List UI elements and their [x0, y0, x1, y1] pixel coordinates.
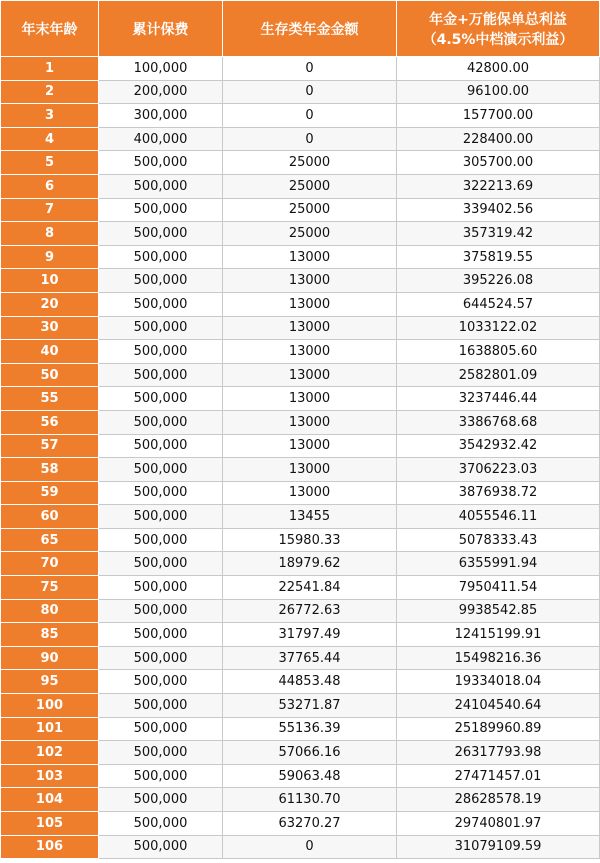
cell-premium: 500,000 — [99, 717, 223, 741]
cell-total: 644524.57 — [397, 292, 600, 316]
table-row — [1, 646, 600, 670]
table-row — [1, 694, 600, 718]
cell-total: 228400.00 — [397, 127, 600, 151]
cell-premium: 500,000 — [99, 741, 223, 765]
cell-premium: 500,000 — [99, 835, 223, 859]
cell-total: 1638805.60 — [397, 340, 600, 364]
table-row — [1, 812, 600, 836]
cell-total: 42800.00 — [397, 57, 600, 81]
cell-age: 40 — [1, 340, 99, 364]
cell-total: 1033122.02 — [397, 316, 600, 340]
cell-premium: 500,000 — [99, 245, 223, 269]
cell-age: 55 — [1, 387, 99, 411]
cell-total: 357319.42 — [397, 222, 600, 246]
cell-total: 322213.69 — [397, 174, 600, 198]
table-row — [1, 151, 600, 175]
cell-total: 24104540.64 — [397, 694, 600, 718]
cell-annuity: 13000 — [223, 245, 397, 269]
table-row — [1, 80, 600, 104]
cell-premium: 500,000 — [99, 198, 223, 222]
cell-age: 105 — [1, 812, 99, 836]
cell-annuity: 25000 — [223, 198, 397, 222]
cell-age: 100 — [1, 694, 99, 718]
cell-annuity: 13000 — [223, 292, 397, 316]
cell-total: 7950411.54 — [397, 576, 600, 600]
cell-total: 26317793.98 — [397, 741, 600, 765]
cell-age: 6 — [1, 174, 99, 198]
table-row — [1, 741, 600, 765]
cell-annuity: 25000 — [223, 222, 397, 246]
cell-annuity: 53271.87 — [223, 694, 397, 718]
table-header — [1, 1, 600, 57]
cell-total: 96100.00 — [397, 80, 600, 104]
table-row — [1, 387, 600, 411]
cell-premium: 500,000 — [99, 812, 223, 836]
cell-age: 10 — [1, 269, 99, 293]
table-row — [1, 363, 600, 387]
cell-total: 9938542.85 — [397, 599, 600, 623]
cell-premium: 400,000 — [99, 127, 223, 151]
cell-age: 70 — [1, 552, 99, 576]
table-row — [1, 245, 600, 269]
cell-annuity: 13000 — [223, 363, 397, 387]
cell-age: 75 — [1, 576, 99, 600]
cell-total: 3237446.44 — [397, 387, 600, 411]
cell-premium: 500,000 — [99, 694, 223, 718]
cell-total: 15498216.36 — [397, 646, 600, 670]
cell-total: 5078333.43 — [397, 528, 600, 552]
cell-age: 106 — [1, 835, 99, 859]
cell-age: 9 — [1, 245, 99, 269]
cell-premium: 500,000 — [99, 151, 223, 175]
cell-premium: 500,000 — [99, 174, 223, 198]
cell-premium: 500,000 — [99, 552, 223, 576]
cell-annuity: 0 — [223, 127, 397, 151]
cell-age: 95 — [1, 670, 99, 694]
cell-age: 2 — [1, 80, 99, 104]
cell-age: 103 — [1, 764, 99, 788]
cell-total: 4055546.11 — [397, 505, 600, 529]
cell-premium: 500,000 — [99, 458, 223, 482]
table-row — [1, 269, 600, 293]
cell-annuity: 13000 — [223, 434, 397, 458]
cell-annuity: 18979.62 — [223, 552, 397, 576]
cell-total: 395226.08 — [397, 269, 600, 293]
cell-annuity: 13000 — [223, 481, 397, 505]
cell-premium: 300,000 — [99, 104, 223, 128]
cell-total: 25189960.89 — [397, 717, 600, 741]
cell-premium: 500,000 — [99, 599, 223, 623]
table-row — [1, 623, 600, 647]
cell-total: 28628578.19 — [397, 788, 600, 812]
header-total — [397, 1, 600, 57]
table-row — [1, 57, 600, 81]
cell-annuity: 13000 — [223, 458, 397, 482]
table-row — [1, 717, 600, 741]
cell-annuity: 37765.44 — [223, 646, 397, 670]
cell-premium: 500,000 — [99, 340, 223, 364]
table-row — [1, 292, 600, 316]
cell-age: 1 — [1, 57, 99, 81]
cell-premium: 500,000 — [99, 528, 223, 552]
cell-total: 339402.56 — [397, 198, 600, 222]
cell-annuity: 25000 — [223, 151, 397, 175]
cell-total: 6355991.94 — [397, 552, 600, 576]
cell-premium: 500,000 — [99, 623, 223, 647]
cell-age: 102 — [1, 741, 99, 765]
cell-total: 157700.00 — [397, 104, 600, 128]
table-row — [1, 576, 600, 600]
cell-age: 56 — [1, 410, 99, 434]
cell-annuity: 0 — [223, 57, 397, 81]
cell-premium: 500,000 — [99, 505, 223, 529]
cell-premium: 500,000 — [99, 316, 223, 340]
cell-annuity: 0 — [223, 80, 397, 104]
cell-annuity: 44853.48 — [223, 670, 397, 694]
table-row — [1, 599, 600, 623]
cell-age: 8 — [1, 222, 99, 246]
cell-annuity: 55136.39 — [223, 717, 397, 741]
cell-total: 27471457.01 — [397, 764, 600, 788]
cell-age: 90 — [1, 646, 99, 670]
cell-annuity: 25000 — [223, 174, 397, 198]
cell-premium: 500,000 — [99, 434, 223, 458]
cell-total: 3542932.42 — [397, 434, 600, 458]
table-row — [1, 340, 600, 364]
cell-premium: 100,000 — [99, 57, 223, 81]
table-row — [1, 764, 600, 788]
cell-total: 3706223.03 — [397, 458, 600, 482]
cell-premium: 500,000 — [99, 481, 223, 505]
cell-annuity: 13455 — [223, 505, 397, 529]
cell-age: 50 — [1, 363, 99, 387]
header-premium: 累计保费 — [99, 1, 223, 57]
cell-annuity: 26772.63 — [223, 599, 397, 623]
table-row — [1, 505, 600, 529]
cell-total: 305700.00 — [397, 151, 600, 175]
table-row — [1, 198, 600, 222]
cell-annuity: 13000 — [223, 340, 397, 364]
table-row — [1, 174, 600, 198]
header-total-line2: （4.5%中档演示利益） — [422, 31, 574, 48]
table-body — [1, 57, 600, 859]
cell-premium: 500,000 — [99, 269, 223, 293]
cell-annuity: 63270.27 — [223, 812, 397, 836]
table-row — [1, 316, 600, 340]
cell-age: 58 — [1, 458, 99, 482]
table-row — [1, 788, 600, 812]
cell-age: 7 — [1, 198, 99, 222]
cell-total: 31079109.59 — [397, 835, 600, 859]
cell-annuity: 13000 — [223, 410, 397, 434]
cell-premium: 500,000 — [99, 670, 223, 694]
cell-age: 4 — [1, 127, 99, 151]
cell-age: 101 — [1, 717, 99, 741]
cell-age: 20 — [1, 292, 99, 316]
header-age: 年末年龄 — [1, 1, 99, 57]
cell-premium: 500,000 — [99, 222, 223, 246]
table-row — [1, 552, 600, 576]
cell-annuity: 13000 — [223, 269, 397, 293]
cell-annuity: 0 — [223, 835, 397, 859]
cell-annuity: 13000 — [223, 387, 397, 411]
cell-annuity: 13000 — [223, 316, 397, 340]
cell-total: 19334018.04 — [397, 670, 600, 694]
cell-premium: 500,000 — [99, 646, 223, 670]
table-row — [1, 104, 600, 128]
cell-total: 3386768.68 — [397, 410, 600, 434]
cell-age: 59 — [1, 481, 99, 505]
cell-age: 60 — [1, 505, 99, 529]
header-row — [1, 1, 600, 57]
cell-age: 80 — [1, 599, 99, 623]
cell-age: 30 — [1, 316, 99, 340]
table-row — [1, 528, 600, 552]
table-row — [1, 481, 600, 505]
cell-total: 2582801.09 — [397, 363, 600, 387]
cell-annuity: 59063.48 — [223, 764, 397, 788]
cell-age: 57 — [1, 434, 99, 458]
cell-age: 104 — [1, 788, 99, 812]
header-annuity: 生存类年金金额 — [223, 1, 397, 57]
header-total-line1: 年金+万能保单总利益 — [429, 11, 567, 28]
cell-age: 5 — [1, 151, 99, 175]
cell-total: 375819.55 — [397, 245, 600, 269]
cell-premium: 200,000 — [99, 80, 223, 104]
cell-age: 85 — [1, 623, 99, 647]
cell-premium: 500,000 — [99, 576, 223, 600]
cell-age: 3 — [1, 104, 99, 128]
cell-annuity: 0 — [223, 104, 397, 128]
cell-premium: 500,000 — [99, 764, 223, 788]
cell-premium: 500,000 — [99, 363, 223, 387]
cell-total: 3876938.72 — [397, 481, 600, 505]
cell-premium: 500,000 — [99, 410, 223, 434]
table-row — [1, 434, 600, 458]
cell-annuity: 15980.33 — [223, 528, 397, 552]
table-row — [1, 222, 600, 246]
cell-total: 29740801.97 — [397, 812, 600, 836]
cell-annuity: 31797.49 — [223, 623, 397, 647]
cell-premium: 500,000 — [99, 292, 223, 316]
cell-premium: 500,000 — [99, 387, 223, 411]
cell-age: 65 — [1, 528, 99, 552]
cell-annuity: 22541.84 — [223, 576, 397, 600]
table-row — [1, 835, 600, 859]
table-row — [1, 410, 600, 434]
cell-premium: 500,000 — [99, 788, 223, 812]
cell-total: 12415199.91 — [397, 623, 600, 647]
table-row — [1, 458, 600, 482]
table-row — [1, 127, 600, 151]
cell-annuity: 57066.16 — [223, 741, 397, 765]
cell-annuity: 61130.70 — [223, 788, 397, 812]
table-row — [1, 670, 600, 694]
